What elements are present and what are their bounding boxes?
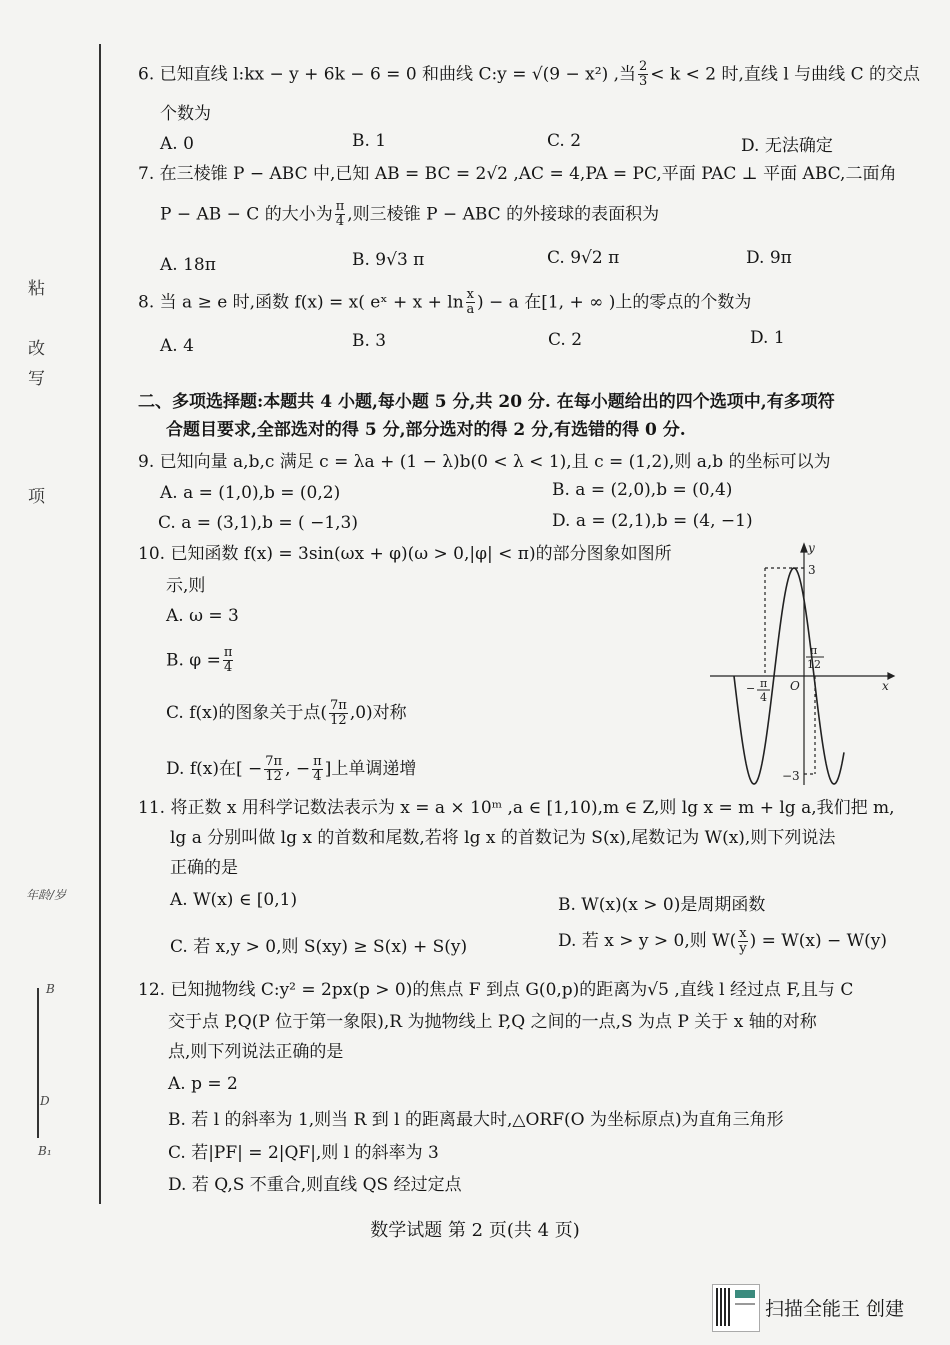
tick-right-den: 12 [807, 658, 821, 671]
q8-stem [138, 288, 751, 318]
q12-stem-3: 点,则下列说法正确的是 [168, 1042, 344, 1062]
fraction [738, 927, 747, 957]
q12-option-d: D. 若 Q,S 不重合,则直线 QS 经过定点 [168, 1175, 462, 1195]
frac-num: 7π [330, 697, 347, 713]
frac-num: π [313, 753, 322, 769]
q10-stem-2: 示,则 [166, 576, 206, 596]
margin-mark: B [46, 982, 55, 996]
frac-den: 12 [330, 713, 347, 728]
q10-option-c [166, 698, 407, 728]
q9-option-d: D. a = (2,1),b = (4, −1) [552, 511, 753, 531]
fraction [466, 288, 475, 318]
frac-den: y [739, 941, 747, 956]
margin-mark: 粘 [28, 279, 45, 299]
logo-badge [735, 1290, 755, 1298]
sine-graph [708, 540, 898, 788]
y-axis-arrow [801, 544, 807, 552]
tick-left-den: 4 [760, 691, 767, 704]
fraction [335, 200, 346, 230]
y-min-label: −3 [782, 769, 800, 783]
x-label: x [882, 679, 889, 693]
option-text: D. 若 x > y > 0,则 W( [558, 931, 737, 951]
tick-right-num: π [810, 644, 818, 657]
frac-den: 12 [265, 769, 282, 784]
q6-stem [138, 60, 920, 90]
option-text: ]上单调递增 [324, 759, 417, 779]
margin-mark: 改 [28, 339, 45, 359]
q10-option-a: A. ω = 3 [166, 606, 239, 626]
q9-option-c: C. a = (3,1),b = ( −1,3) [158, 513, 358, 533]
tick-left-num: π [760, 677, 768, 690]
q6-stem-2: 个数为 [160, 104, 211, 124]
q7-stem-2 [160, 200, 659, 230]
q7-text: P − AB − C 的大小为 [160, 204, 333, 225]
fraction [264, 755, 283, 785]
q7-option-c: C. 9√2 π [547, 248, 620, 268]
q6-option-d: D. 无法确定 [741, 136, 833, 156]
frac-num: π [335, 199, 345, 214]
q9-stem: 9. 已知向量 a,b,c 满足 c = λa + (1 − λ)b(0 < λ < 1),且 c = (1,2),则 a,b 的坐标可以为 [138, 452, 831, 472]
q6-text: 6. 已知直线 l:kx − y + 6k − 6 = 0 和曲线 C:y = √(9 − x²) ,当 [138, 64, 637, 85]
x-axis-arrow [888, 673, 894, 679]
frac-num: π [223, 645, 233, 660]
option-text: , − [285, 759, 311, 779]
qr-code-icon [716, 1288, 732, 1326]
q8-text: ) − a 在[1, + ∞ )上的零点的个数为 [477, 292, 752, 313]
q12-stem-2: 交于点 P,Q(P 位于第一象限),R 为抛物线上 P,Q 之间的一点,S 为点 P 关于 x 轴的对称 [168, 1012, 817, 1032]
q7-option-a: A. 18π [160, 255, 216, 275]
q11-option-b: B. W(x)(x > 0)是周期函数 [558, 895, 766, 915]
q8-option-c: C. 2 [548, 330, 583, 350]
option-text: C. f(x)的图象关于点( [166, 703, 327, 723]
y-label: y [808, 541, 815, 555]
q11-option-c: C. 若 x,y > 0,则 S(xy) ≥ S(x) + S(y) [170, 937, 468, 957]
q9-option-b: B. a = (2,0),b = (0,4) [552, 480, 733, 500]
q6-text: < k < 2 时,直线 l 与曲线 C 的交点 [650, 64, 920, 85]
q11-option-d [558, 926, 887, 956]
frac-den: 4 [223, 660, 233, 676]
q7-text: ,则三棱锥 P − ABC 的外接球的表面积为 [347, 204, 660, 225]
margin-mark: 写 [28, 369, 45, 389]
q8-option-a: A. 4 [160, 336, 194, 356]
q10-stem: 10. 已知函数 f(x) = 3sin(ωx + φ)(ω > 0,|φ| < π)的部分图象如图所 [138, 544, 672, 564]
binding-line [99, 44, 101, 1204]
q12-stem: 12. 已知抛物线 C:y² = 2px(p > 0)的焦点 F 到点 G(0,p)的距离为√5 ,直线 l 经过点 F,且与 C [138, 980, 854, 1000]
margin-mark: 项 [28, 487, 45, 507]
frac-den: 4 [335, 214, 345, 230]
frac-num: x [466, 287, 474, 302]
frac-den: a [466, 302, 475, 318]
frac-den: 4 [313, 769, 322, 784]
q12-option-a: A. p = 2 [168, 1074, 238, 1094]
frac-den: 3 [639, 74, 648, 90]
margin-mark: D [40, 1094, 50, 1108]
q12-option-b: B. 若 l 的斜率为 1,则当 R 到 l 的距离最大时,△ORF(O 为坐标原点)为直角三角形 [168, 1110, 784, 1130]
option-text: ,0)对称 [349, 703, 407, 723]
fraction [638, 60, 648, 90]
logo-line [735, 1303, 755, 1305]
option-text: ) = W(x) − W(y) [749, 931, 888, 951]
q8-option-d: D. 1 [750, 328, 785, 348]
frac-num: 2 [639, 59, 648, 74]
fraction [312, 755, 323, 785]
section-heading-2: 合题目要求,全部选对的得 5 分,部分选对的得 2 分,有选错的得 0 分. [166, 420, 686, 440]
margin-mark: 年龄/岁 [26, 888, 67, 902]
q8-text: 8. 当 a ≥ e 时,函数 f(x) = x( eˣ + x + ln [138, 292, 464, 313]
frac-num: x [739, 925, 747, 941]
page-footer: 数学试题 第 2 页(共 4 页) [370, 1220, 580, 1241]
q11-stem-3: 正确的是 [170, 858, 238, 878]
margin-line [37, 988, 39, 1138]
scanner-watermark: 扫描全能王 创建 [765, 1298, 905, 1320]
origin-label: O [790, 679, 800, 693]
q10-option-d [166, 754, 416, 784]
y-max-label: 3 [808, 563, 816, 577]
q10-option-b [166, 646, 235, 676]
option-text: D. f(x)在[ − [166, 759, 263, 779]
camscanner-logo [712, 1284, 760, 1332]
q6-option-c: C. 2 [547, 131, 582, 151]
option-text: B. φ = [166, 650, 221, 671]
margin-mark: B₁ [38, 1144, 52, 1158]
q6-option-b: B. 1 [352, 131, 387, 151]
q11-stem-2: lg a 分别叫做 lg x 的首数和尾数,若将 lg x 的首数记为 S(x),尾数记为 W(x),则下列说法 [170, 828, 836, 848]
frac-num: 7π [265, 753, 283, 769]
q7-option-d: D. 9π [746, 248, 792, 268]
q9-option-a: A. a = (1,0),b = (0,2) [160, 483, 341, 503]
section-heading: 二、多项选择题:本题共 4 小题,每小题 5 分,共 20 分. 在每小题给出的四个选项中,有多项符 [138, 392, 835, 412]
fraction [329, 699, 348, 729]
tick-left-sign: − [746, 682, 756, 695]
q8-option-b: B. 3 [352, 331, 387, 351]
q7-stem: 7. 在三棱锥 P − ABC 中,已知 AB = BC = 2√2 ,AC = 4,PA = PC,平面 PAC ⊥ 平面 ABC,二面角 [138, 164, 897, 184]
q11-option-a: A. W(x) ∈ [0,1) [170, 890, 298, 910]
q7-option-b: B. 9√3 π [352, 250, 425, 270]
q6-option-a: A. 0 [160, 134, 194, 154]
q12-option-c: C. 若|PF| = 2|QF|,则 l 的斜率为 3 [168, 1143, 439, 1163]
q11-stem: 11. 将正数 x 用科学记数法表示为 x = a × 10ᵐ ,a ∈ [1,10),m ∈ Z,则 lg x = m + lg a,我们把 m, [138, 798, 895, 818]
fraction [223, 646, 234, 676]
